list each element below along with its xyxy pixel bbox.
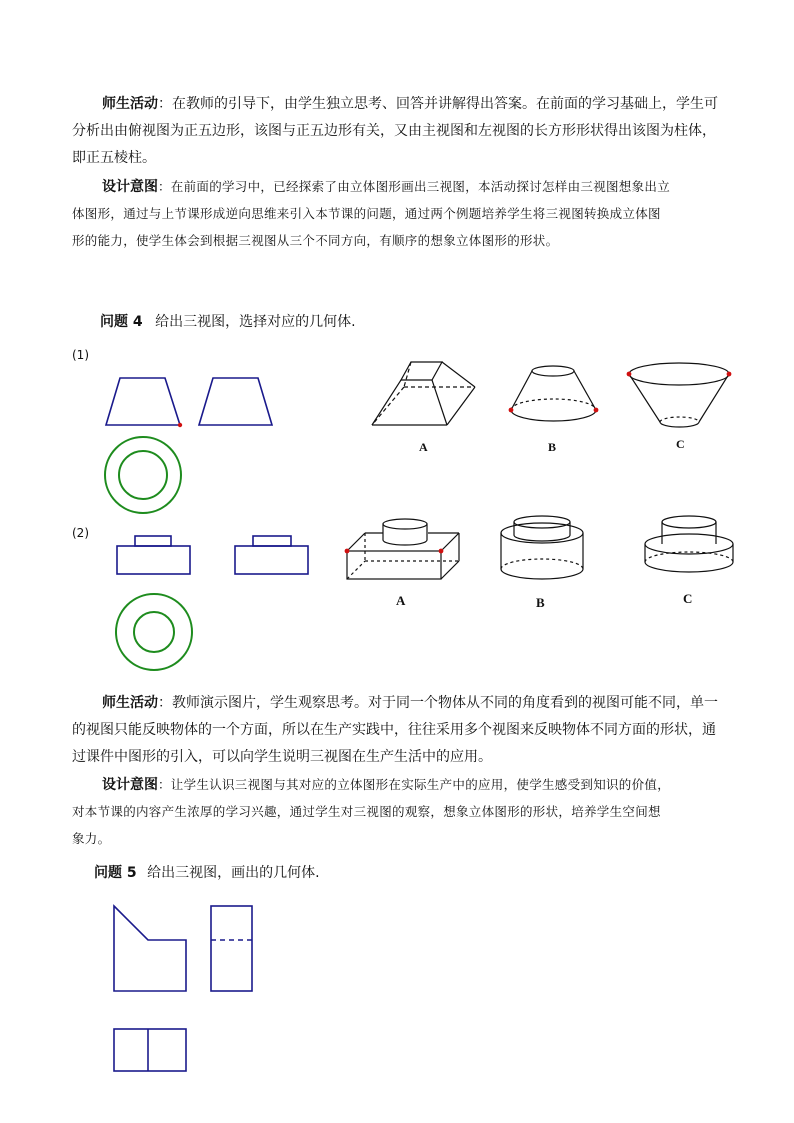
text-line: ：在教师的引导下，由学生独立思考、回答并讲解得出答案。在前面的学习基础上，学生可 [158, 96, 718, 112]
solid-label-b: B [536, 595, 545, 610]
text-line: 体图形，通过与上节课形成逆向思维来引入本节课的问题，通过两个例题培养学生将三视图转换成立体图 [72, 206, 661, 221]
question-text: 给出三视图，画出的几何体. [147, 865, 320, 881]
side-view [211, 906, 252, 991]
part-2-label: (2) [72, 526, 89, 540]
text-line: 象力。 [72, 831, 111, 846]
solid-label-c: C [676, 437, 685, 451]
text-line: 的视图只能反映物体的一个方面，所以在生产实践中，往往采用多个视图来反映物体不同方面的形状，通 [72, 722, 716, 738]
text-line: 过课件中图形的引入，可以向学生说明三视图在生产生活中的应用。 [72, 749, 492, 765]
front-view [114, 906, 186, 991]
text-line: ：让学生认识三视图与其对应的立体图形在实际生产中的应用，使学生感受到知识的价值， [158, 777, 671, 792]
solid-label-c: C [683, 591, 693, 606]
text-line: ：在前面的学习中，已经探索了由立体图形画出三视图，本活动探讨怎样由三视图想象出立 [158, 179, 671, 194]
activity-label: 师生活动 [102, 695, 158, 711]
text-line: 形的能力，使学生体会到根据三视图从三个不同方向，有顺序的想象立体图形的形状。 [72, 233, 559, 248]
part-1-label: (1) [72, 348, 89, 362]
activity-label: 师生活动 [102, 96, 158, 112]
solid-label-b: B [548, 440, 557, 454]
text-line: ：教师演示图片，学生观察思考。对于同一个物体从不同的角度看到的视图可能不同，单一 [158, 695, 718, 711]
text-line: 对本节课的内容产生浓厚的学习兴趣，通过学生对三视图的观察，想象立体图形的形状，培养学生空间想 [72, 804, 661, 819]
solid-label-a: A [419, 440, 428, 454]
question-label: 问题 4 [100, 314, 143, 330]
top-view [114, 1029, 186, 1071]
question-text: 给出三视图，选择对应的几何体. [155, 314, 356, 330]
design-label: 设计意图 [102, 777, 158, 793]
design-label: 设计意图 [102, 179, 158, 195]
text-line: 分析出由俯视图为正五边形，该图与正五边形有关，又由主视图和左视图的长方形形状得出该图为柱体， [72, 123, 716, 139]
solid-label-a: A [396, 593, 406, 608]
question-label: 问题 5 [94, 865, 137, 881]
text-line: 即正五棱柱。 [72, 150, 156, 166]
